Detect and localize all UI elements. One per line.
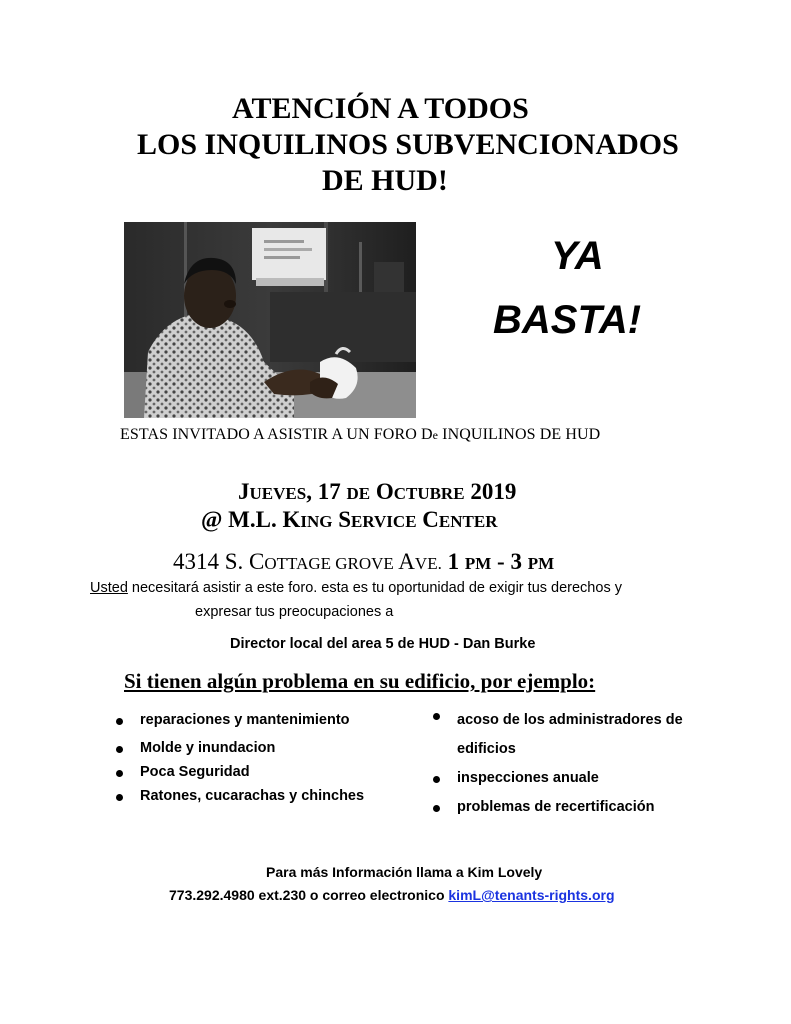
venue-c: C bbox=[416, 507, 439, 532]
list-item: problemas de recertificación bbox=[433, 799, 683, 828]
date-de: DE bbox=[346, 484, 371, 503]
date-num: , 17 bbox=[306, 479, 347, 504]
invitation-line bbox=[120, 426, 600, 444]
slogan-basta: BASTA! bbox=[493, 298, 642, 342]
date-ueves: UEVES bbox=[249, 484, 307, 503]
heading-line-1: ATENCIÓN A TODOS bbox=[232, 92, 529, 125]
address-a4: VE. bbox=[414, 554, 442, 573]
invitation-part-3: INQUILINOS DE HUD bbox=[438, 426, 601, 443]
event-date bbox=[238, 479, 516, 505]
slogan-ya: YA bbox=[551, 234, 604, 278]
event-address-time bbox=[173, 549, 554, 575]
venue-s: S bbox=[332, 507, 352, 532]
date-year: 2019 bbox=[464, 479, 517, 504]
invitation-part-1: ESTAS INVITADO A ASISTIR A UN FORO D bbox=[120, 426, 433, 443]
time-t1: 1 bbox=[447, 549, 465, 574]
contact-line-1: Para más Información llama a Kim Lovely bbox=[266, 864, 543, 880]
list-item: inspecciones anuale bbox=[433, 770, 683, 799]
time-t4: PM bbox=[527, 554, 555, 573]
problem-list-right bbox=[433, 712, 683, 828]
list-item: Ratones, cucarachas y chinches bbox=[116, 788, 364, 812]
list-item: Poca Seguridad bbox=[116, 764, 364, 788]
director-line: Director local del area 5 de HUD - Dan Burke bbox=[230, 636, 536, 652]
address-a1: 4314 S. C bbox=[173, 549, 265, 574]
venue-prefix: @ M.L. K bbox=[201, 507, 301, 532]
heading-line-2: LOS INQUILINOS SUBVENCIONADOS bbox=[137, 128, 679, 161]
body-paragraph-line-2: expresar tus preocupaciones a bbox=[195, 604, 394, 620]
contact-phone-text: 773.292.4980 ext.230 o correo electronico bbox=[169, 887, 449, 903]
usted-word: Usted bbox=[90, 580, 128, 596]
date-j: J bbox=[238, 479, 250, 504]
date-o: O bbox=[375, 479, 394, 504]
address-a2: OTTAGE GROVE bbox=[264, 554, 394, 573]
invitation-part-2: e bbox=[432, 428, 439, 442]
list-item: Molde y inundacion bbox=[116, 740, 364, 764]
list-item-continuation: edificios bbox=[457, 741, 516, 757]
photo-illustration bbox=[124, 222, 416, 418]
venue-ervice: ERVICE bbox=[351, 512, 417, 531]
venue-enter: ENTER bbox=[438, 512, 498, 531]
body-paragraph-line-1 bbox=[90, 580, 622, 596]
photo-woman-speaking bbox=[124, 222, 416, 418]
event-venue bbox=[201, 507, 498, 533]
address-a3: A bbox=[393, 549, 415, 574]
event-time bbox=[448, 549, 555, 574]
body-line-1-rest: necesitará asistir a este foro. esta es tu oportunidad de exigir tus derechos y bbox=[127, 580, 622, 596]
heading-line-3: DE HUD! bbox=[322, 164, 448, 197]
time-t3: - 3 bbox=[491, 549, 528, 574]
list-item: acoso de los administradores de bbox=[433, 712, 683, 741]
contact-email-link[interactable]: kimL@tenants-rights.org bbox=[448, 887, 615, 903]
problem-heading: Si tienen algún problema en su edificio, por ejemplo: bbox=[124, 669, 596, 693]
list-item: reparaciones y mantenimiento bbox=[116, 712, 364, 740]
venue-ing: ING bbox=[300, 512, 333, 531]
contact-line-2 bbox=[169, 887, 615, 903]
time-t2: PM bbox=[464, 554, 492, 573]
problem-list-left bbox=[116, 712, 364, 812]
date-ctubre: CTUBRE bbox=[393, 484, 465, 503]
